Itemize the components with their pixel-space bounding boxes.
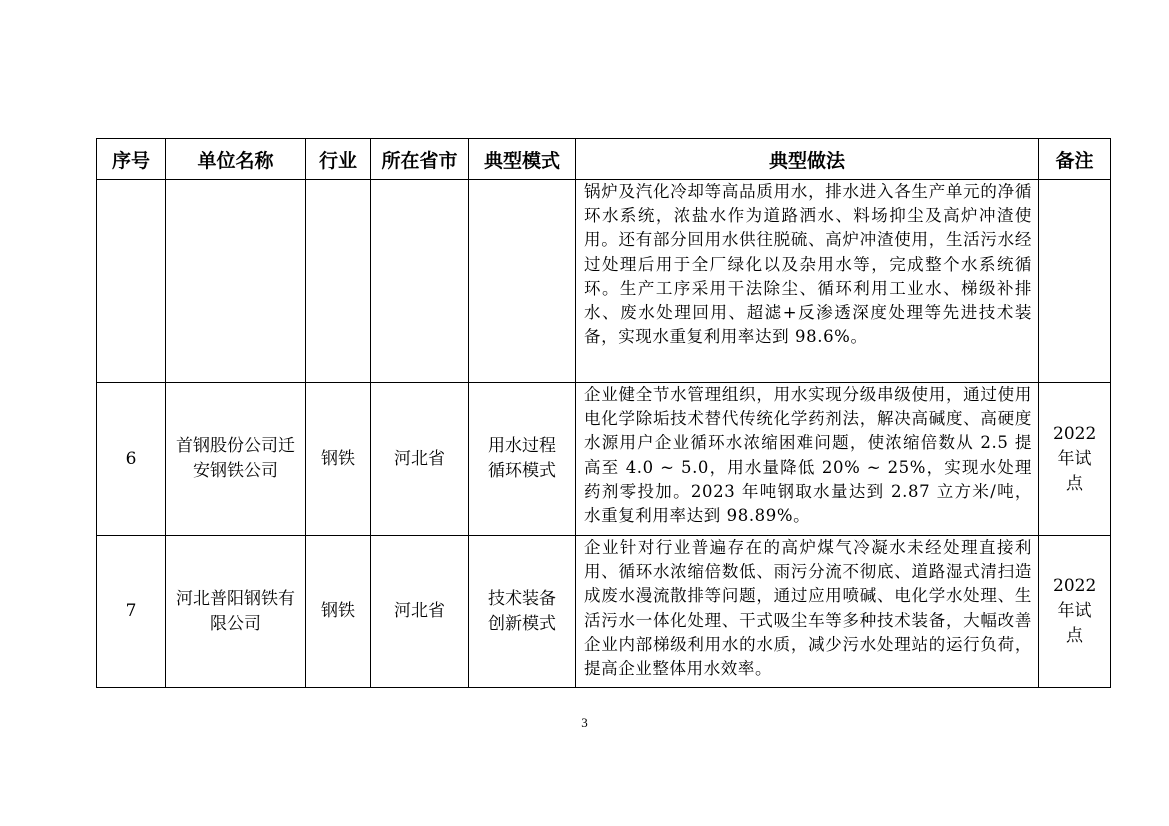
row-unit-name bbox=[166, 536, 306, 688]
header-typical-practice: 典型做法 bbox=[576, 139, 1039, 180]
header-row bbox=[97, 139, 1111, 180]
row-remark bbox=[1039, 383, 1111, 536]
row-mode bbox=[469, 180, 576, 383]
row-remark-text: 2022年试点 bbox=[1053, 423, 1097, 494]
row-province bbox=[371, 180, 469, 383]
row-practice-text: 企业健全节水管理组织，用水实现分级串级使用，通过使用电化学除垢技术替代传统化学药剂法，解决高碱度、高硬度水源用户企业循环水浓缩困难问题，使浓缩倍数从 2.5 提高至 4.0 ~ 5.0，用水量降低 20% ~ 25%，实现水处理药剂零投加。2023 年吨钢取水量达到 2.87 立方米/吨，水重复利用率达到 98.89%。 bbox=[584, 385, 1032, 526]
document-table bbox=[96, 138, 1111, 688]
row-remark-text: 2022年试点 bbox=[1053, 576, 1097, 646]
row-practice-text: 企业针对行业普遍存在的高炉煤气冷凝水未经处理直接利用、循环水浓缩倍数低、雨污分流不彻底、道路湿式清扫造成废水漫流散排等问题，通过应用喷碱、电化学水处理、生活污水一体化处理、干式吸尘车等多种技术装备，大幅改善企业内部梯级利用水的水质，减少污水处理站的运行负荷，提高企业整体用水效率。 bbox=[584, 538, 1032, 679]
row-industry bbox=[306, 180, 371, 383]
row-practice bbox=[576, 383, 1039, 536]
header-unit-name: 单位名称 bbox=[166, 139, 306, 180]
row-practice-text: 锅炉及汽化冷却等高品质用水，排水进入各生产单元的净循环水系统，浓盐水作为道路洒水、料场抑尘及高炉冲渣使用。还有部分回用水供往脱硫、高炉冲渣使用，生活污水经过处理后用于全厂绿化以及杂用水等，完成整个水系统循环。生产工序采用干法除尘、循环利用工业水、梯级补排水、废水处理回用、超滤+反渗透深度处理等先进技术装备，实现水重复利用率达到 98.6%。 bbox=[584, 182, 1032, 347]
row-industry: 钢铁 bbox=[306, 536, 371, 688]
header-typical-mode: 典型模式 bbox=[469, 139, 576, 180]
row-mode-text: 用水过程循环模式 bbox=[488, 436, 556, 481]
row-industry: 钢铁 bbox=[306, 383, 371, 536]
row-remark bbox=[1039, 180, 1111, 383]
row-remark bbox=[1039, 536, 1111, 688]
table-row bbox=[97, 383, 1111, 536]
row-unit-name bbox=[166, 180, 306, 383]
header-remark: 备注 bbox=[1039, 139, 1111, 180]
row-number bbox=[97, 180, 166, 383]
row-province: 河北省 bbox=[371, 536, 469, 688]
row-unit-name-text: 河北普阳钢铁有限公司 bbox=[176, 588, 295, 634]
header-province: 所在省市 bbox=[371, 139, 469, 180]
row-mode bbox=[469, 536, 576, 688]
table-row bbox=[97, 180, 1111, 383]
row-practice bbox=[576, 180, 1039, 383]
row-unit-name-text: 首钢股份公司迁安钢铁公司 bbox=[176, 436, 295, 481]
header-industry: 行业 bbox=[306, 139, 371, 180]
row-province: 河北省 bbox=[371, 383, 469, 536]
row-mode bbox=[469, 383, 576, 536]
page-number: 3 bbox=[581, 715, 588, 730]
row-mode-text: 技术装备创新模式 bbox=[488, 588, 556, 634]
row-number: 6 bbox=[97, 383, 166, 536]
row-practice bbox=[576, 536, 1039, 688]
table-row bbox=[97, 536, 1111, 688]
row-unit-name bbox=[166, 383, 306, 536]
row-number: 7 bbox=[97, 536, 166, 688]
header-number: 序号 bbox=[97, 139, 166, 180]
